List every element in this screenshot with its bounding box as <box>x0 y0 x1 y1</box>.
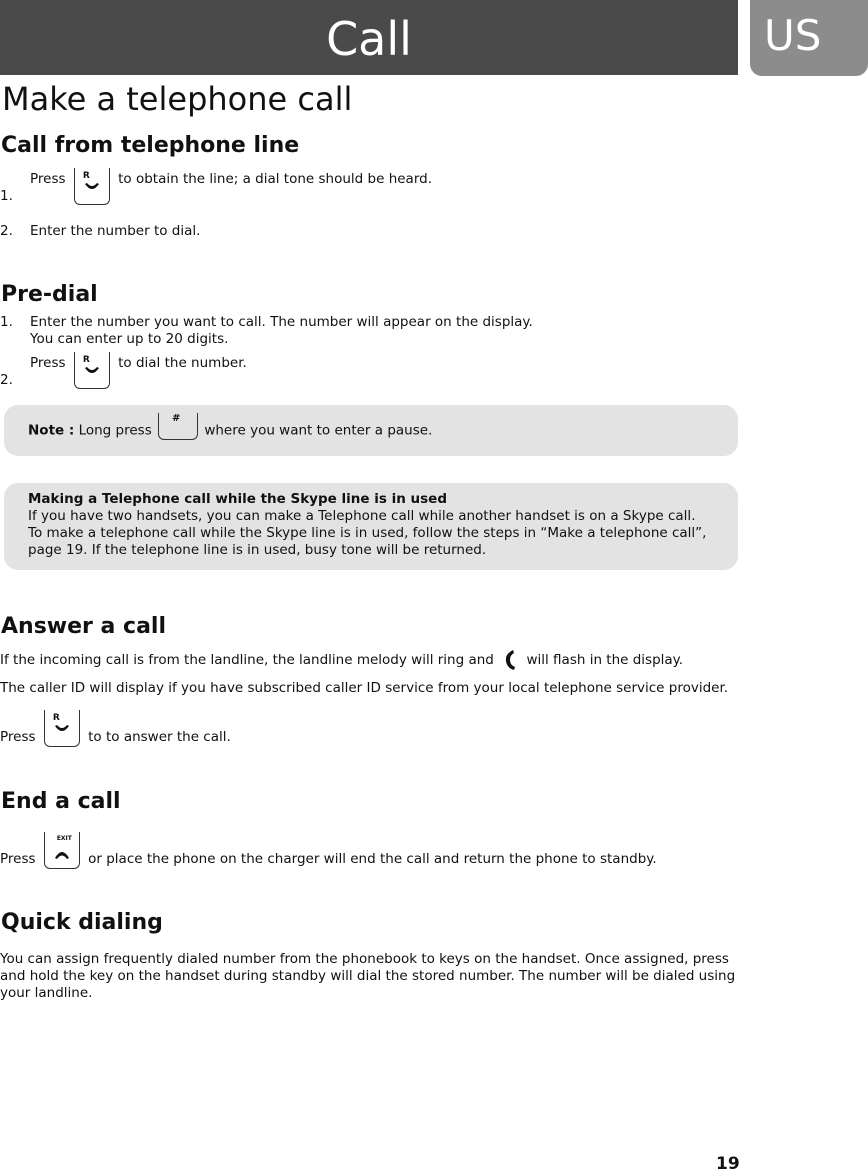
paragraph-line: and hold the key on the handset during standby will dial the stored number. The number will be dialed using <box>0 968 736 984</box>
step-enter-number <box>0 223 400 243</box>
key-label: EXIT <box>56 835 72 842</box>
step-text: to dial the number. <box>118 354 247 371</box>
key-label: R <box>52 713 60 723</box>
end-call-text: Press <box>0 850 36 867</box>
answer-press-row <box>0 710 231 747</box>
talk-key-icon <box>44 710 80 747</box>
step-number: 2. <box>0 223 13 239</box>
step-number: 2. <box>0 372 13 388</box>
skype-box-title: Making a Telephone call while the Skype line is in used <box>28 491 447 507</box>
key-label: # <box>172 413 181 424</box>
step-enter-number <box>0 314 740 350</box>
end-call-text: or place the phone on the charger will end the call and return the phone to standby. <box>88 850 657 867</box>
answer-line-1 <box>0 648 683 672</box>
end-call-row <box>0 832 657 869</box>
answer-text: to to answer the call. <box>88 728 231 745</box>
page-title: Make a telephone call <box>2 80 353 118</box>
paragraph-line: You can assign frequently dialed number from the phonebook to keys on the handset. Once assigned, press <box>0 951 729 967</box>
page-number: 19 <box>716 1154 740 1174</box>
step-number: 1. <box>0 188 13 204</box>
note-text: Long press <box>78 422 152 439</box>
heading-call-from-line: Call from telephone line <box>1 133 300 158</box>
step-text: Press <box>30 354 66 371</box>
answer-text: Press <box>0 728 36 745</box>
skype-info-box <box>4 483 738 570</box>
hash-key-icon <box>158 413 198 440</box>
step-number: 1. <box>0 314 13 330</box>
talk-key-icon <box>74 352 110 389</box>
heading-answer-call: Answer a call <box>1 614 167 639</box>
end-key-icon <box>44 832 80 869</box>
answer-line-2: The caller ID will display if you have subscribed caller ID service from your local telephone service provider. <box>0 680 729 696</box>
step-obtain-line <box>0 168 740 208</box>
step-dial-number <box>0 352 740 392</box>
talk-key-icon <box>74 168 110 205</box>
note-label: Note : <box>28 422 75 439</box>
paragraph-line: your landline. <box>0 985 93 1001</box>
answer-text: If the incoming call is from the landline, the landline melody will ring and <box>0 652 494 668</box>
answer-text: will flash in the display. <box>526 652 684 668</box>
language-tab: US <box>750 0 868 76</box>
step-text: Enter the number you want to call. The number will appear on the display. <box>30 314 533 330</box>
skype-box-line: To make a telephone call while the Skype line is in used, follow the steps in “Make a telephone call”, <box>28 525 707 541</box>
heading-pre-dial: Pre-dial <box>1 282 98 307</box>
skype-box-line: If you have two handsets, you can make a Telephone call while another handset is on a Skype call. <box>28 508 696 524</box>
note-text: where you want to enter a pause. <box>204 422 433 439</box>
quick-dialing-paragraph <box>0 951 740 1002</box>
chapter-header: Call <box>0 0 738 75</box>
step-text: Press <box>30 170 66 187</box>
heading-end-call: End a call <box>1 789 121 814</box>
step-text: You can enter up to 20 digits. <box>30 331 229 347</box>
key-label: R <box>82 355 90 365</box>
step-text: Enter the number to dial. <box>30 223 201 239</box>
heading-quick-dialing: Quick dialing <box>1 910 163 935</box>
note-box <box>4 405 738 456</box>
step-text: to obtain the line; a dial tone should be heard. <box>118 170 433 187</box>
skype-box-line: page 19. If the telephone line is in used, busy tone will be returned. <box>28 542 487 558</box>
key-label: R <box>82 171 90 181</box>
handset-icon <box>500 648 520 672</box>
